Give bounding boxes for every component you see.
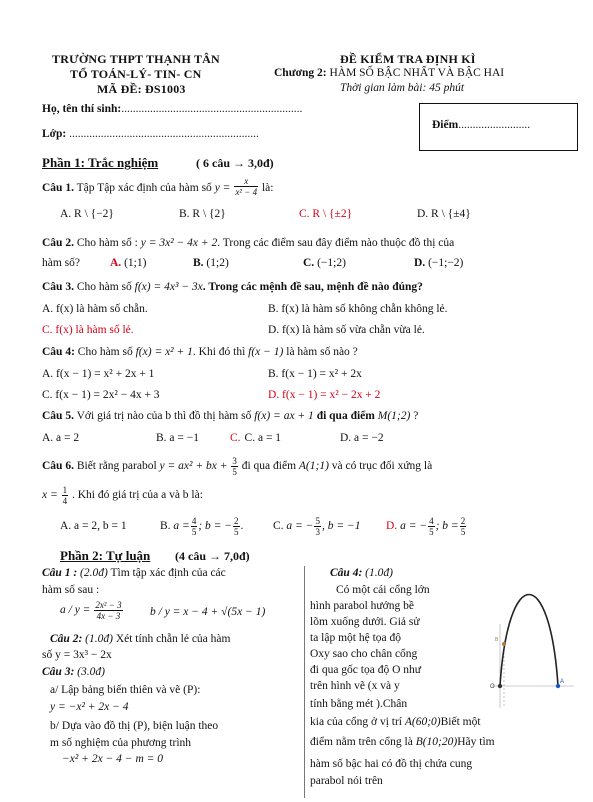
essay-1-header: Câu 1 : (2.0đ) Tìm tập xác định của các [42, 567, 226, 579]
q2-option-a[interactable]: A. (1;1) [110, 257, 147, 269]
question-2: Câu 2. Cho hàm số : y = 3x² − 4x + 2. Trong các điểm sau đây điểm nào thuộc đồ thị của [42, 237, 455, 249]
essay-4-line1: Có một cái cổng lớn [336, 584, 430, 596]
q1-option-b[interactable]: B. R \ {2} [179, 208, 226, 220]
q1-option-a[interactable]: A. R \ {−2} [60, 208, 114, 220]
essay-3-function: y = −x² + 2x − 4 [50, 701, 129, 713]
q5-option-b[interactable]: B. a = −1 [156, 432, 199, 444]
label-b: B [495, 637, 499, 643]
q6-option-b[interactable]: B. a = $\frac{4}{5}$ ; b = − $\frac{2}{5}$ . [160, 516, 244, 537]
q5-option-a[interactable]: A. a = 2 [42, 432, 80, 444]
column-divider [304, 566, 305, 798]
essay-4-line7: trên hình vẽ (x và y [310, 680, 400, 692]
q3-option-b[interactable]: B. f(x) là hàm số không chẵn không lẻ. [268, 303, 448, 315]
essay-3b: b/ Dựa vào đồ thị (P), biện luận theo [50, 720, 219, 732]
essay-2-text2: số y = 3x³ − 2x [42, 649, 112, 661]
q1-option-d[interactable]: D. R \ {±4} [417, 208, 471, 220]
school-name: TRƯỜNG THPT THẠNH TÂN [52, 52, 220, 66]
parabola-curve [500, 595, 558, 687]
part1-title: Phần 1: Trắc nghiệm [42, 155, 159, 170]
q3-option-a[interactable]: A. f(x) là hàm số chẵn. [42, 303, 148, 315]
essay-3-header: Câu 3: (3.0đ) [42, 666, 105, 678]
essay-3-equation: −x² + 2x − 4 − m = 0 [62, 753, 164, 765]
exam-code: MÃ ĐỀ: ĐS1003 [97, 82, 186, 96]
part2-meta: (4 câu → 7,0đ) [175, 549, 250, 563]
essay-4-line8: tính bằng mét ).Chân [310, 698, 408, 710]
q2-option-b[interactable]: B. (1;2) [193, 257, 229, 269]
q2-option-d[interactable]: D. (−1;−2) [414, 257, 464, 269]
student-name-field[interactable]: Họ, tên thí sinh:............................................................... [42, 103, 303, 115]
score-box [419, 103, 578, 151]
question-6: Câu 6. Biết rằng parabol y = ax² + bx + $\frac{3}{5}$ đi qua điểm A(1;1) và có trục đối xứng là [42, 456, 433, 477]
essay-1-text2: hàm số sau : [42, 584, 100, 596]
question-6-line2: x = $\frac{1}{4}$ . Khi đó giá trị của a và b là: [42, 485, 203, 506]
essay-4-line9: kia của cổng ở vị trí A(60;0)Biết một [310, 716, 481, 728]
q4-option-a[interactable]: A. f(x − 1) = x² + 2x + 1 [42, 368, 155, 380]
label-o: O [490, 684, 495, 690]
parabola-gate-figure [478, 584, 578, 716]
essay-2-header: Câu 2: (1.0đ) Xét tính chẵn lẻ của hàm [50, 633, 231, 645]
q1-option-c[interactable]: C. R \ {±2} [299, 208, 353, 220]
exam-time: Thời gian làm bài: 45 phút [340, 82, 465, 94]
class-field[interactable]: Lớp: .................................................................. [42, 128, 259, 140]
question-1: Câu 1. Tập Tập xác định của hàm số y = $\frac{x}{\text{x² − 4}}$ là: [42, 176, 274, 197]
q6-option-a[interactable]: A. a = 2, b = 1 [60, 520, 127, 532]
essay-4-line3: lõm xuống dưới. Giả sử [310, 616, 420, 628]
essay-1b: b / y = x − 4 + √(5x − 1) [150, 606, 266, 618]
essay-4-line5: Oxy sao cho chân cổng [310, 648, 418, 660]
essay-1a: a / y = $\frac{\text{2x² − 3}}{4x - 3}$ [60, 600, 122, 621]
part2-title: Phần 2: Tự luận [60, 548, 151, 563]
q2-option-c[interactable]: C. (−1;2) [303, 257, 346, 269]
point-b [502, 642, 506, 646]
q3-option-c[interactable]: C. f(x) là hàm số lẻ. [42, 324, 134, 336]
question-3: Câu 3. Cho hàm số f(x) = 4x³ − 3x. Trong các mệnh đề sau, mệnh đề nào đúng? [42, 281, 423, 293]
essay-3b-line2: m số nghiệm của phương trình [50, 737, 192, 749]
question-2-line2: hàm số? [42, 257, 81, 269]
essay-3a: a/ Lập bảng biến thiên và vẽ (P): [50, 684, 201, 696]
q6-option-c[interactable]: C. a = − $\frac{5}{3}$ , b = −1 [273, 516, 361, 537]
score-label: Điểm......................... [432, 119, 531, 131]
chapter-line: Chương 2: HÀM SỐ BẬC NHẤT VÀ BẬC HAI [274, 67, 505, 79]
q4-option-c[interactable]: C. f(x − 1) = 2x² − 4x + 3 [42, 389, 160, 401]
department-name: TỔ TOÁN-LÝ- TIN- CN [70, 67, 202, 81]
q5-option-c[interactable]: C. C. a = 1 [230, 432, 282, 444]
essay-4-line11: hàm số bậc hai có đồ thị chứa cung [310, 758, 473, 770]
essay-4-line10: điểm nằm trên cổng là B(10;20)Hãy tìm [310, 736, 495, 748]
label-a: A [560, 679, 565, 685]
essay-4-line6: đi qua gốc tọa độ O như [310, 664, 421, 676]
point-o [498, 684, 502, 688]
q5-option-d[interactable]: D. a = −2 [340, 432, 384, 444]
part1-meta: ( 6 câu → 3,0đ) [196, 156, 274, 170]
q4-option-d[interactable]: D. f(x − 1) = x² − 2x + 2 [268, 389, 381, 401]
q6-option-d[interactable]: D. a = − $\frac{4}{5}$ ; b = $\frac{2}{5}$ [386, 516, 466, 537]
q4-option-b[interactable]: B. f(x − 1) = x² + 2x [268, 368, 362, 380]
q3-option-d[interactable]: D. f(x) là hàm số vừa chẵn vừa lẻ. [268, 324, 425, 336]
essay-4-line2: hình parabol hướng bề [310, 600, 414, 612]
essay-4-line12: parabol nói trên [310, 775, 383, 787]
question-4: Câu 4: Cho hàm số f(x) = x² + 1. Khi đó thì f(x − 1) là hàm số nào ? [42, 346, 358, 358]
essay-4-line4: ta lập một hệ tọa độ [310, 632, 402, 644]
essay-4-header: Câu 4: (1.0đ) [330, 567, 393, 579]
question-5: Câu 5. Với giá trị nào của b thì đồ thị hàm số f(x) = ax + 1 đi qua điểm M(1;2) ? [42, 410, 419, 422]
exam-title: ĐỀ KIỂM TRA ĐỊNH KÌ [340, 52, 476, 66]
